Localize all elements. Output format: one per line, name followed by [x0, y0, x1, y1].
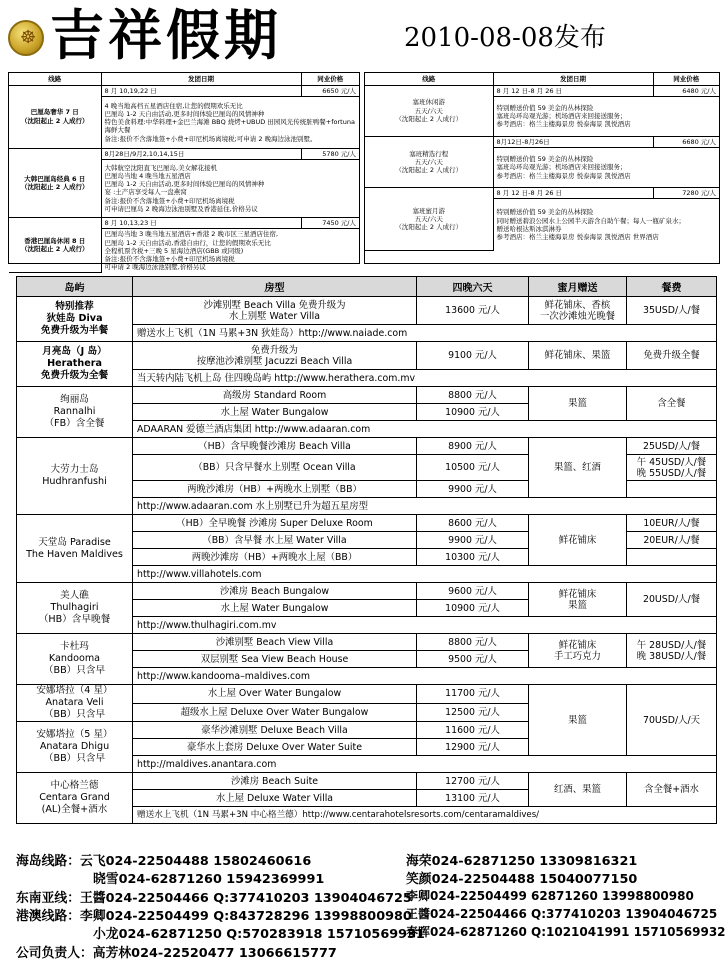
table-row [17, 773, 717, 790]
route-name: 塞班蜜月游 [412, 206, 445, 215]
golden-buddha-logo-icon: ☸ [8, 20, 44, 56]
island-name: 绚丽岛 [60, 394, 89, 405]
meal: 含全餐 [627, 387, 717, 421]
price: 9600 元/人 [417, 583, 529, 600]
resort-link[interactable]: 赠送水上飞机（1N 马累+3N 狄娃岛）http://www.naiade.com [133, 325, 717, 342]
room-type: 超级水上屋 Deluxe Over Water Bungalow [133, 703, 417, 722]
price: 13600 元/人 [417, 297, 529, 325]
route-line: 巴厘岛 1-2 天自由活动,香港自由行，让您的假期欢乐无比 [104, 238, 271, 247]
route-name: 塞班休闲游 [412, 98, 445, 107]
table-row [17, 387, 717, 404]
route-line: 特别赠送价值 59 美金的丛林探险 [496, 103, 594, 112]
brand-title: 吉祥假期 [50, 3, 282, 67]
meal: 午 45USD/人/餐 [636, 456, 707, 468]
label-hk-macau: 港澳线路： [16, 909, 80, 924]
route-price: 6680 元/人 [653, 136, 719, 147]
col-room: 房型 [133, 277, 417, 297]
room-type: 沙滩别墅 Beach Villa 免费升级为 [203, 299, 346, 311]
col-price: 同业价格 [301, 73, 359, 85]
island-name: Thulhagiri [50, 602, 99, 613]
price: 8800 元/人 [417, 387, 529, 404]
table-row [17, 342, 717, 370]
room-type: 按摩池沙滩别墅 Jacuzzi Beach Villa [196, 355, 353, 367]
island-name: Herathera [47, 358, 102, 369]
route-line: 塞班岛环岛观光游；机场酒店来回接送服务； [496, 163, 627, 172]
contact-xiaolong: 小龙024-62871250 Q:570283918 15710569931 [93, 927, 425, 942]
route-name: 巴厘岛奢华 7 日 [30, 108, 79, 117]
route-line: 可申请巴厘岛 2 晚海边泳池别墅及香港延住,价格另议 [104, 204, 258, 213]
contact-wangjun: 王醬024-22504466 Q:377410203 13904046725 [79, 891, 412, 906]
room-type: 豪华水上套房 Deluxe Over Water Suite [133, 739, 417, 756]
maldives-resorts-table [16, 276, 717, 824]
price: 8600 元/人 [417, 515, 529, 532]
room-type: 水上屋 Water Bungalow [133, 600, 417, 617]
route-name: 塞班精选行程 [409, 149, 449, 158]
route-line: 赠送哈根达斯冰淇淋券 [496, 224, 562, 233]
col-island: 岛屿 [17, 277, 133, 297]
price: 11600 元/人 [417, 722, 529, 739]
room-type: 豪华沙滩别墅 Deluxe Beach Villa [133, 722, 417, 739]
island-name: Kandooma [48, 653, 101, 664]
island-name: 狄娃岛 Diva [46, 313, 103, 324]
island-name: （BB）只含早 [43, 709, 106, 720]
price: 12500 元/人 [417, 703, 529, 722]
route-days: 五天/六天 [414, 106, 443, 115]
gift: 果篮 [568, 599, 587, 611]
route-line: 备注:报价不含落地签+小费+印尼机场离境税;可申请 2 晚海边泳池别墅。 [104, 134, 317, 143]
room-type: 水上屋 Over Water Bungalow [133, 685, 417, 704]
island-name: 免费升级为全餐 [40, 370, 109, 381]
route-line: 参考酒店：格兰主楼海景房 悦泰海景 凯悦酒店 世界酒店 [496, 233, 659, 242]
price: 10500 元/人 [417, 455, 529, 481]
route-line: 备注:报价不含落地签+小费+印尼机场离境税 [104, 254, 235, 263]
contact-chunhui: 春晖024-62871260 Q:1021041991 15710569932 [406, 925, 726, 939]
island-name: Anatara Dhigu [39, 741, 110, 752]
label-island-routes: 海岛线路： [16, 854, 80, 869]
gift: 鲜花铺床 [529, 515, 627, 566]
col-honeymoon-gift: 蜜月赠送 [529, 277, 627, 297]
label-southeast-asia: 东南亚线： [16, 891, 80, 906]
resort-link[interactable]: 当天转内陆飞机上岛 住四晚岛屿 http://www.herathera.com.mv [133, 370, 717, 387]
route-line: 4 晚当地高档五星酒店住宿,让您的假期欢乐无比 [104, 101, 243, 110]
meal: 午 28USD/人/餐 [636, 639, 707, 651]
route-line: 参考酒店：格兰主楼海景房 悦泰海景 凯悦酒店 [496, 171, 631, 180]
gift: 红酒、果篮 [529, 773, 627, 807]
gift: 果篮 [529, 685, 627, 756]
gift: 果篮、红酒 [529, 438, 627, 498]
col-route: 线路 [9, 73, 101, 85]
price: 9100 元/人 [417, 342, 529, 370]
price: 10300 元/人 [417, 549, 529, 566]
room-type: 沙滩房 Beach Suite [133, 773, 417, 790]
island-name: （HB）含早晚餐 [38, 614, 111, 625]
route-sub: （沈阳起止 2 人成行） [20, 245, 89, 253]
route-dates: 8月28日/9月2,10,14,15日 [101, 148, 301, 159]
resort-link[interactable]: 赠送水上飞机（1N 马累+3N 中心格兰德）http://www.centarahotelsresorts.com/centaramaldives/ [133, 807, 717, 824]
route-sub: （沈阳起止 2 人成行） [395, 165, 463, 174]
room-type: 沙滩房 Beach Bungalow [133, 583, 417, 600]
route-dates: 8月12日-8月26日 [493, 136, 653, 147]
col-4n6d: 四晚六天 [417, 277, 529, 297]
price: 8900 元/人 [417, 438, 529, 455]
table-row [17, 583, 717, 600]
room-type: 两晚沙滩房（HB）+两晚水上屋（BB） [133, 549, 417, 566]
island-name: 特别推荐 [55, 301, 94, 312]
room-type: （BB）含早餐 水上屋 Water Villa [133, 532, 417, 549]
route-name: 香港巴厘岛休闲 8 日 [24, 236, 86, 245]
resort-link[interactable]: http://www.kandooma–maldives.com [133, 668, 717, 685]
col-route: 线路 [365, 73, 493, 85]
gift: 鲜花铺床 [558, 639, 597, 651]
route-line: 巴厘岛 1-2 天自由活动,更多时间体验巴厘岛的风情神种 [104, 180, 265, 189]
route-line: 特别赠送价值 59 美金的丛林探险 [496, 208, 594, 217]
table-row [17, 634, 717, 651]
island-name: 月亮岛（J 岛） [42, 346, 107, 357]
island-name: 安娜塔拉（4 星） [36, 685, 113, 696]
col-price: 同业价格 [653, 73, 719, 85]
resort-link[interactable]: http://www.adaaran.com 水上别墅已升为超五星房型 [133, 498, 717, 515]
meal: 20EUR/人/餐 [627, 532, 717, 549]
meal: 25USD/人/餐 [627, 438, 717, 455]
route-line: 巴厘岛 1-2 天自由活动,更多时间体验巴厘岛的风情神种 [104, 109, 265, 118]
contact-xiaoxue: 晓雪024-62871260 15942369991 [93, 872, 325, 887]
meal: 晚 55USD/人/餐 [636, 467, 707, 479]
island-name: 美人礁 [60, 590, 89, 601]
route-sub: （沈阳起止 2 人成行） [395, 114, 463, 123]
route-sub: （沈阳起止 2 人成行） [20, 116, 89, 125]
contact-wangjun-2: 王醬024-22504466 Q:377410203 13904046725 [406, 907, 718, 921]
route-line: 宴 :土产店享受每人一盘燕窝 [104, 188, 187, 197]
route-price: 6480 元/人 [653, 85, 719, 96]
gift: 手工巧克力 [554, 650, 601, 662]
route-line: 备注:报价不含落地签+小费+印尼机场离境税 [104, 196, 235, 205]
label-manager: 公司负责人： [16, 946, 93, 961]
route-sub: （沈阳起止 2 人成行） [20, 182, 89, 191]
resort-link[interactable]: ADAARAN 爱德兰酒店集团 http://www.adaaran.com [133, 421, 717, 438]
table-row [17, 685, 717, 704]
meal: 晚 38USD/人/餐 [636, 650, 707, 662]
price: 12700 元/人 [417, 773, 529, 790]
island-name: Hudhranfushi [42, 476, 107, 487]
table-row [17, 297, 717, 325]
room-type: 双层别墅 Sea View Beach House [133, 651, 417, 668]
island-name: Anatara Veli [45, 697, 104, 708]
route-days: 五天/六天 [414, 157, 443, 166]
page-header [0, 0, 728, 72]
route-line: 巴厘岛当地 3 晚当地五星酒店+香港 2 晚市区三星酒店住宿, [104, 230, 279, 239]
meal: 20USD/人/餐 [627, 583, 717, 617]
gift: 鲜花铺床、果篮 [529, 342, 627, 370]
island-name: 免费升级为半餐 [40, 325, 109, 336]
bali-routes-table [8, 72, 360, 272]
route-line: 参考酒店：格兰主楼海景房 悦泰海景 凯悦酒店 [496, 120, 631, 129]
col-date: 发团日期 [493, 73, 653, 85]
room-type: 水上屋 Deluxe Water Villa [133, 790, 417, 807]
contact-section [0, 846, 728, 964]
route-dates: 8 月 12 日-8 月 26 日 [493, 85, 653, 96]
route-name: 大韩巴厘岛经典 6 日 [24, 174, 86, 183]
gift: 一次沙滩烛光晚餐 [539, 310, 615, 322]
route-price: 7280 元/人 [653, 187, 719, 198]
col-date: 发团日期 [101, 73, 301, 85]
island-name: Rannalhi [53, 406, 96, 417]
room-type: （HB）含早晚餐沙滩房 Beach Villa [133, 438, 417, 455]
price: 12900 元/人 [417, 739, 529, 756]
room-type: 水上屋 Water Bungalow [133, 404, 417, 421]
island-name: The Haven Maldives [26, 548, 123, 560]
island-name: （FB）含全餐 [44, 418, 105, 429]
resort-link[interactable]: http://maldives.anantara.com [133, 756, 717, 773]
meal: 含全餐+酒水 [627, 773, 717, 807]
contact-liqing: 李卿024-22504499 Q:843728296 13998800980 [79, 909, 412, 924]
route-line: 特别赠送价值 59 美金的丛林探险 [496, 155, 594, 164]
meal: 免费升级全餐 [627, 342, 717, 370]
price: 11700 元/人 [417, 685, 529, 704]
island-name: (AL)全餐+酒水 [41, 804, 108, 815]
room-type: （BB）只含早餐水上别墅 Ocean Villa [133, 455, 417, 481]
contact-gaofanglin: 高芳林024-22520477 13066615777 [92, 946, 337, 961]
island-name: Centara Grand [39, 792, 110, 803]
route-sub: （沈阳起止 2 人成行） [395, 223, 463, 232]
room-type: 高级房 Standard Room [133, 387, 417, 404]
route-days: 五天/六天 [414, 214, 443, 223]
island-name: 卡杜玛 [60, 641, 89, 652]
route-line: 可申请 2 晚海边泳池别墅,价格另议 [104, 263, 206, 272]
contact-hairong: 海荣024-62871250 13309816321 [406, 854, 638, 869]
room-type: 沙滩别墅 Beach View Villa [133, 634, 417, 651]
price: 13100 元/人 [417, 790, 529, 807]
route-line: 大韩航空沈阳直飞巴厘岛,美女解花接机 [104, 163, 218, 172]
issue-date: 2010-08-08发布 [404, 23, 606, 53]
island-name: （BB）只含早 [43, 665, 106, 676]
resort-link[interactable]: http://www.villahotels.com [133, 566, 717, 583]
island-name: 天堂岛 Paradise [38, 536, 111, 548]
resort-link[interactable]: http://www.thulhagiri.com.mv [133, 617, 717, 634]
room-type: 水上别墅 Water Villa [229, 310, 320, 322]
route-price: 6650 元/人 [301, 85, 359, 96]
price: 8800 元/人 [417, 634, 529, 651]
route-line: 塞班岛环岛观光游；机场酒店来回接送服务； [496, 112, 627, 121]
col-meal: 餐费 [627, 277, 717, 297]
island-name: 大劳力士岛 [50, 464, 99, 475]
route-line: 巴厘岛当地 4 晚当地五星酒店 [104, 172, 191, 180]
price: 9900 元/人 [417, 532, 529, 549]
table-row [17, 438, 717, 455]
route-line: 全程机票含税+三晚 5 星海边酒店(GBB 或同级) [104, 246, 244, 255]
gift: 果篮 [529, 387, 627, 421]
room-type: 免费升级为 [251, 344, 298, 356]
room-type: （HB）全早晚餐 沙滩房 Super Deluxe Room [133, 515, 417, 532]
gift: 鲜花铺床 [558, 588, 597, 600]
gift: 鲜花铺床、香槟 [544, 299, 611, 311]
table-row [17, 515, 717, 532]
meal: 10EUR/人/餐 [627, 515, 717, 532]
route-line: 特色美食料理:中华料理+金巴兰海滩 BBQ 烧烤+UBUD 田园风光传统脏鸭餐+fortuna 海鲜大餐 [104, 118, 355, 135]
room-type: 两晚沙滩房（HB）+两晚水上别墅（BB） [133, 481, 417, 498]
contact-xiaoyan: 笑颜024-22504488 15040077150 [406, 872, 638, 887]
island-name: （BB）只含早 [43, 753, 106, 764]
contact-yunfei: 云飞024-22504488 15802460616 [79, 854, 312, 869]
price: 9900 元/人 [417, 481, 529, 498]
island-name: 中心格兰德 [50, 780, 99, 791]
route-line: 同时赠送碧浪公园水上公园半天游含自助午餐；每人一瓶矿泉水； [496, 216, 685, 225]
route-price: 7450 元/人 [301, 217, 359, 228]
price: 9500 元/人 [417, 651, 529, 668]
route-dates: 8 月 10,19,22 日 [101, 85, 301, 96]
price: 10900 元/人 [417, 404, 529, 421]
meal: 70USD/人/天 [627, 685, 717, 756]
meal: 35USD/人/餐 [627, 297, 717, 325]
price: 10900 元/人 [417, 600, 529, 617]
saipan-routes-table [364, 72, 720, 264]
route-price: 5780 元/人 [301, 148, 359, 159]
route-dates: 8 月 12 日-8 月 26 日 [493, 187, 653, 198]
route-dates: 8 月 10,13,23 日 [101, 217, 301, 228]
island-name: 安娜塔拉（5 星） [36, 729, 113, 740]
contact-liqing-2: 李卿024-22504499 62871260 13998800980 [406, 889, 694, 903]
